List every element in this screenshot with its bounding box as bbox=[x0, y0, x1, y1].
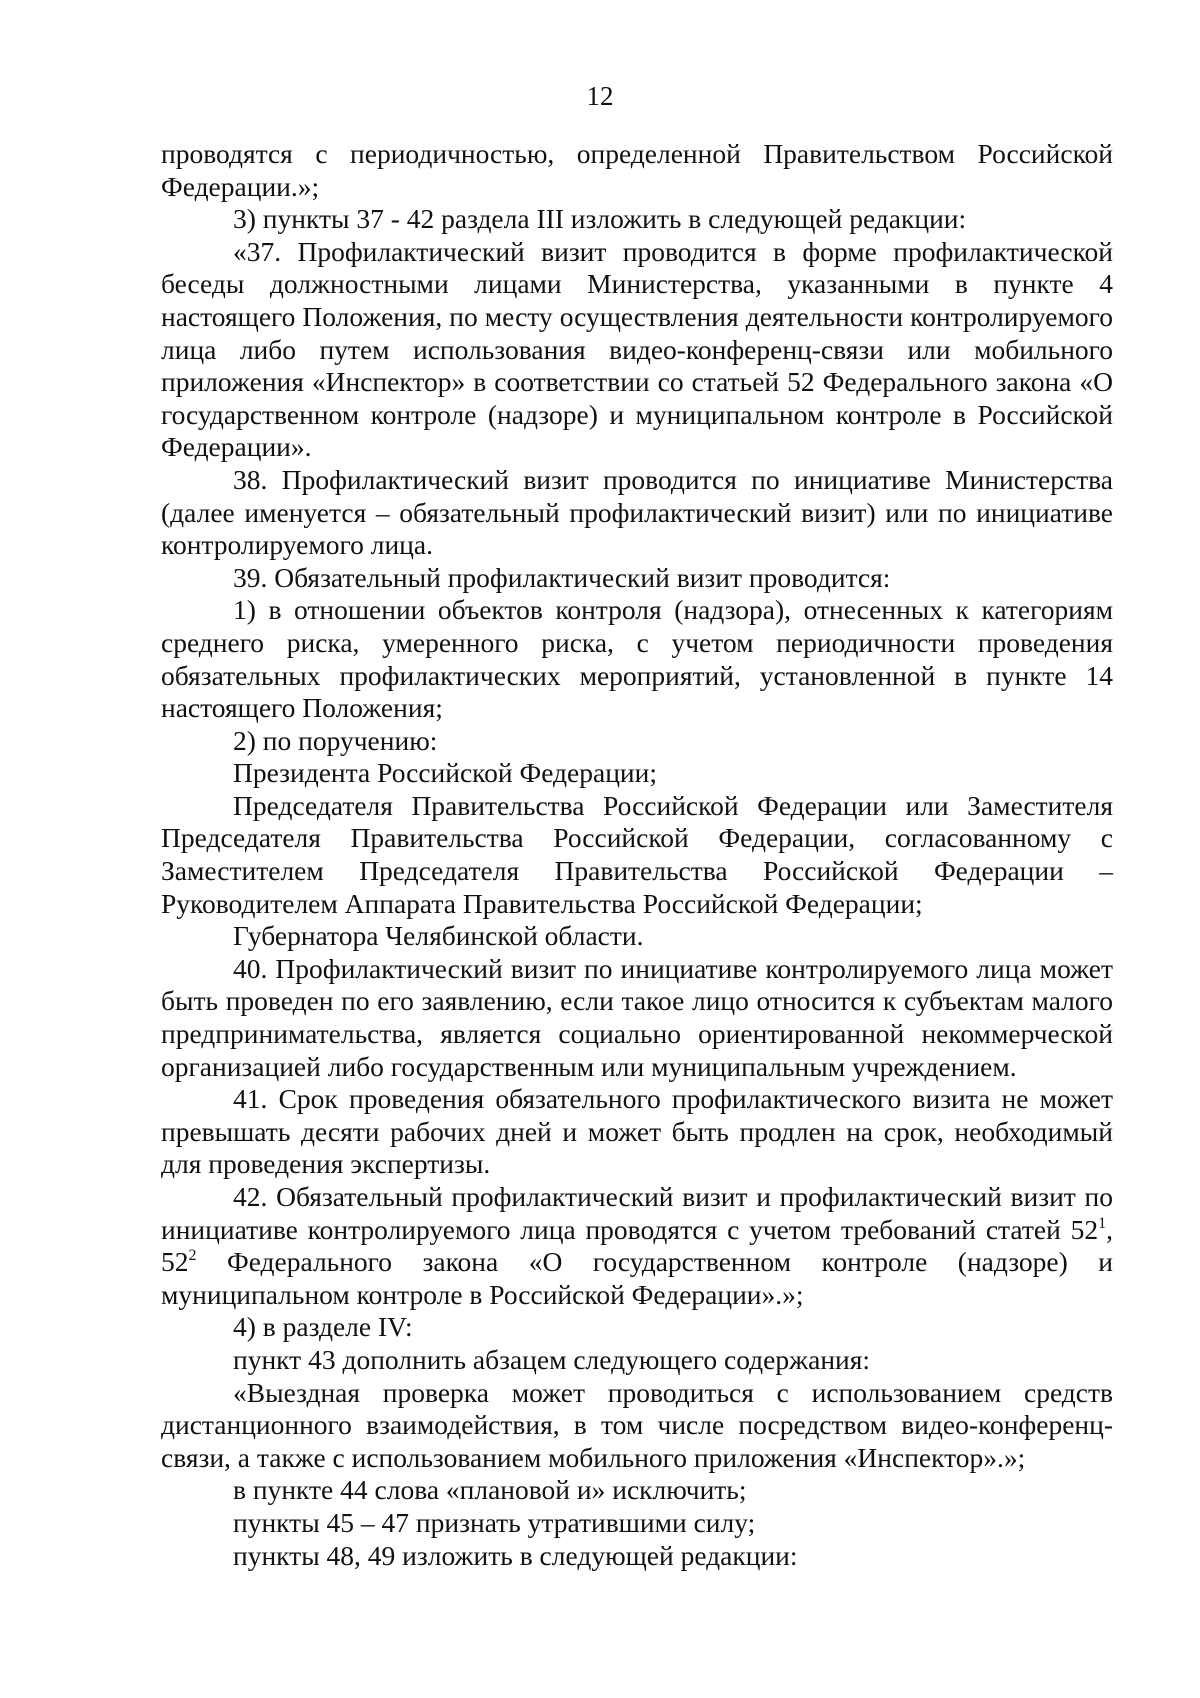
paragraph: 41. Срок проведения обязательного профилактического визита не может превышать десяти рабочих дней и может быть продлен на срок, необходимый для проведения экспертизы. bbox=[161, 1083, 1113, 1180]
paragraph: 39. Обязательный профилактический визит проводится: bbox=[233, 561, 891, 593]
paragraph: 3) пункты 37 - 42 раздела III изложить в следующей редакции: bbox=[233, 203, 967, 235]
paragraph: в пункте 44 слова «плановой и» исключить; bbox=[233, 1474, 747, 1506]
paragraph: проводятся с периодичностью, определенной Правительством Российской Федерации.»; bbox=[161, 138, 1113, 202]
paragraph: пункты 45 – 47 признать утратившими силу; bbox=[233, 1506, 756, 1538]
paragraph: 2) по поручению: bbox=[233, 724, 438, 756]
paragraph: пункты 48, 49 изложить в следующей редакции: bbox=[233, 1539, 798, 1571]
paragraph-part: 42. Обязательный профилактический визит и профилактический визит по инициативе контролируемого лица проводятся с учетом требований статей 52 bbox=[161, 1181, 1113, 1245]
paragraph: 1) в отношении объектов контроля (надзора), отнесенных к категориям среднего риска, умеренного риска, с учетом периодичности проведения обязательных профилактических мероприятий, установленной в пункте 14 настоящего Положения; bbox=[161, 594, 1113, 724]
paragraph: Председателя Правительства Российской Федерации или Заместителя Председателя Правительства Российской Федерации, согласованному с Заместителем Председателя Правительства Российской Федерации – Руководителем Аппарата Правительства Российской Федерации; bbox=[161, 789, 1113, 919]
paragraph: 40. Профилактический визит по инициативе контролируемого лица может быть проведен по его заявлению, если такое лицо относится к субъектам малого предпринимательства, является социально ориентированной некоммерческой организацией либо государственным или муниципальным учреждением. bbox=[161, 952, 1113, 1082]
superscript: 2 bbox=[188, 1247, 197, 1265]
paragraph-part: Федерального закона «О государственном контроле (надзоре) и муниципальном контроле в Российской Федерации».»; bbox=[161, 1246, 1113, 1310]
paragraph: «37. Профилактический визит проводится в форме профилактической беседы должностными лицами Министерства, указанными в пункте 4 настоящего Положения, по месту осуществления деятельности контролируемого лица либо путем использования видео-конференц-связи или мобильного приложения «Инспектор» в соответствии со статьей 52 Федерального закона «О государственном контроле (надзоре) и муниципальном контроле в Российской Федерации». bbox=[161, 235, 1113, 463]
paragraph: «Выездная проверка может проводиться с использованием средств дистанционного взаимодействия, в том числе посредством видео-конференц-связи, а также с использованием мобильного приложения «Инспектор».»; bbox=[161, 1376, 1113, 1473]
paragraph: пункт 43 дополнить абзацем следующего содержания: bbox=[233, 1343, 871, 1375]
page-number: 12 bbox=[586, 81, 614, 111]
paragraph: 38. Профилактический визит проводится по инициативе Министерства (далее именуется – обязательный профилактический визит) или по инициативе контролируемого лица. bbox=[161, 463, 1113, 561]
superscript: 1 bbox=[1098, 1214, 1107, 1232]
paragraph: Президента Российской Федерации; bbox=[233, 757, 657, 789]
document-body bbox=[161, 138, 1113, 1572]
paragraph-with-footnote-refs bbox=[161, 1181, 1113, 1311]
paragraph: 4) в разделе IV: bbox=[233, 1311, 413, 1343]
paragraph-part: , 52 bbox=[161, 1213, 1113, 1278]
paragraph: Губернатора Челябинской области. bbox=[233, 920, 644, 952]
